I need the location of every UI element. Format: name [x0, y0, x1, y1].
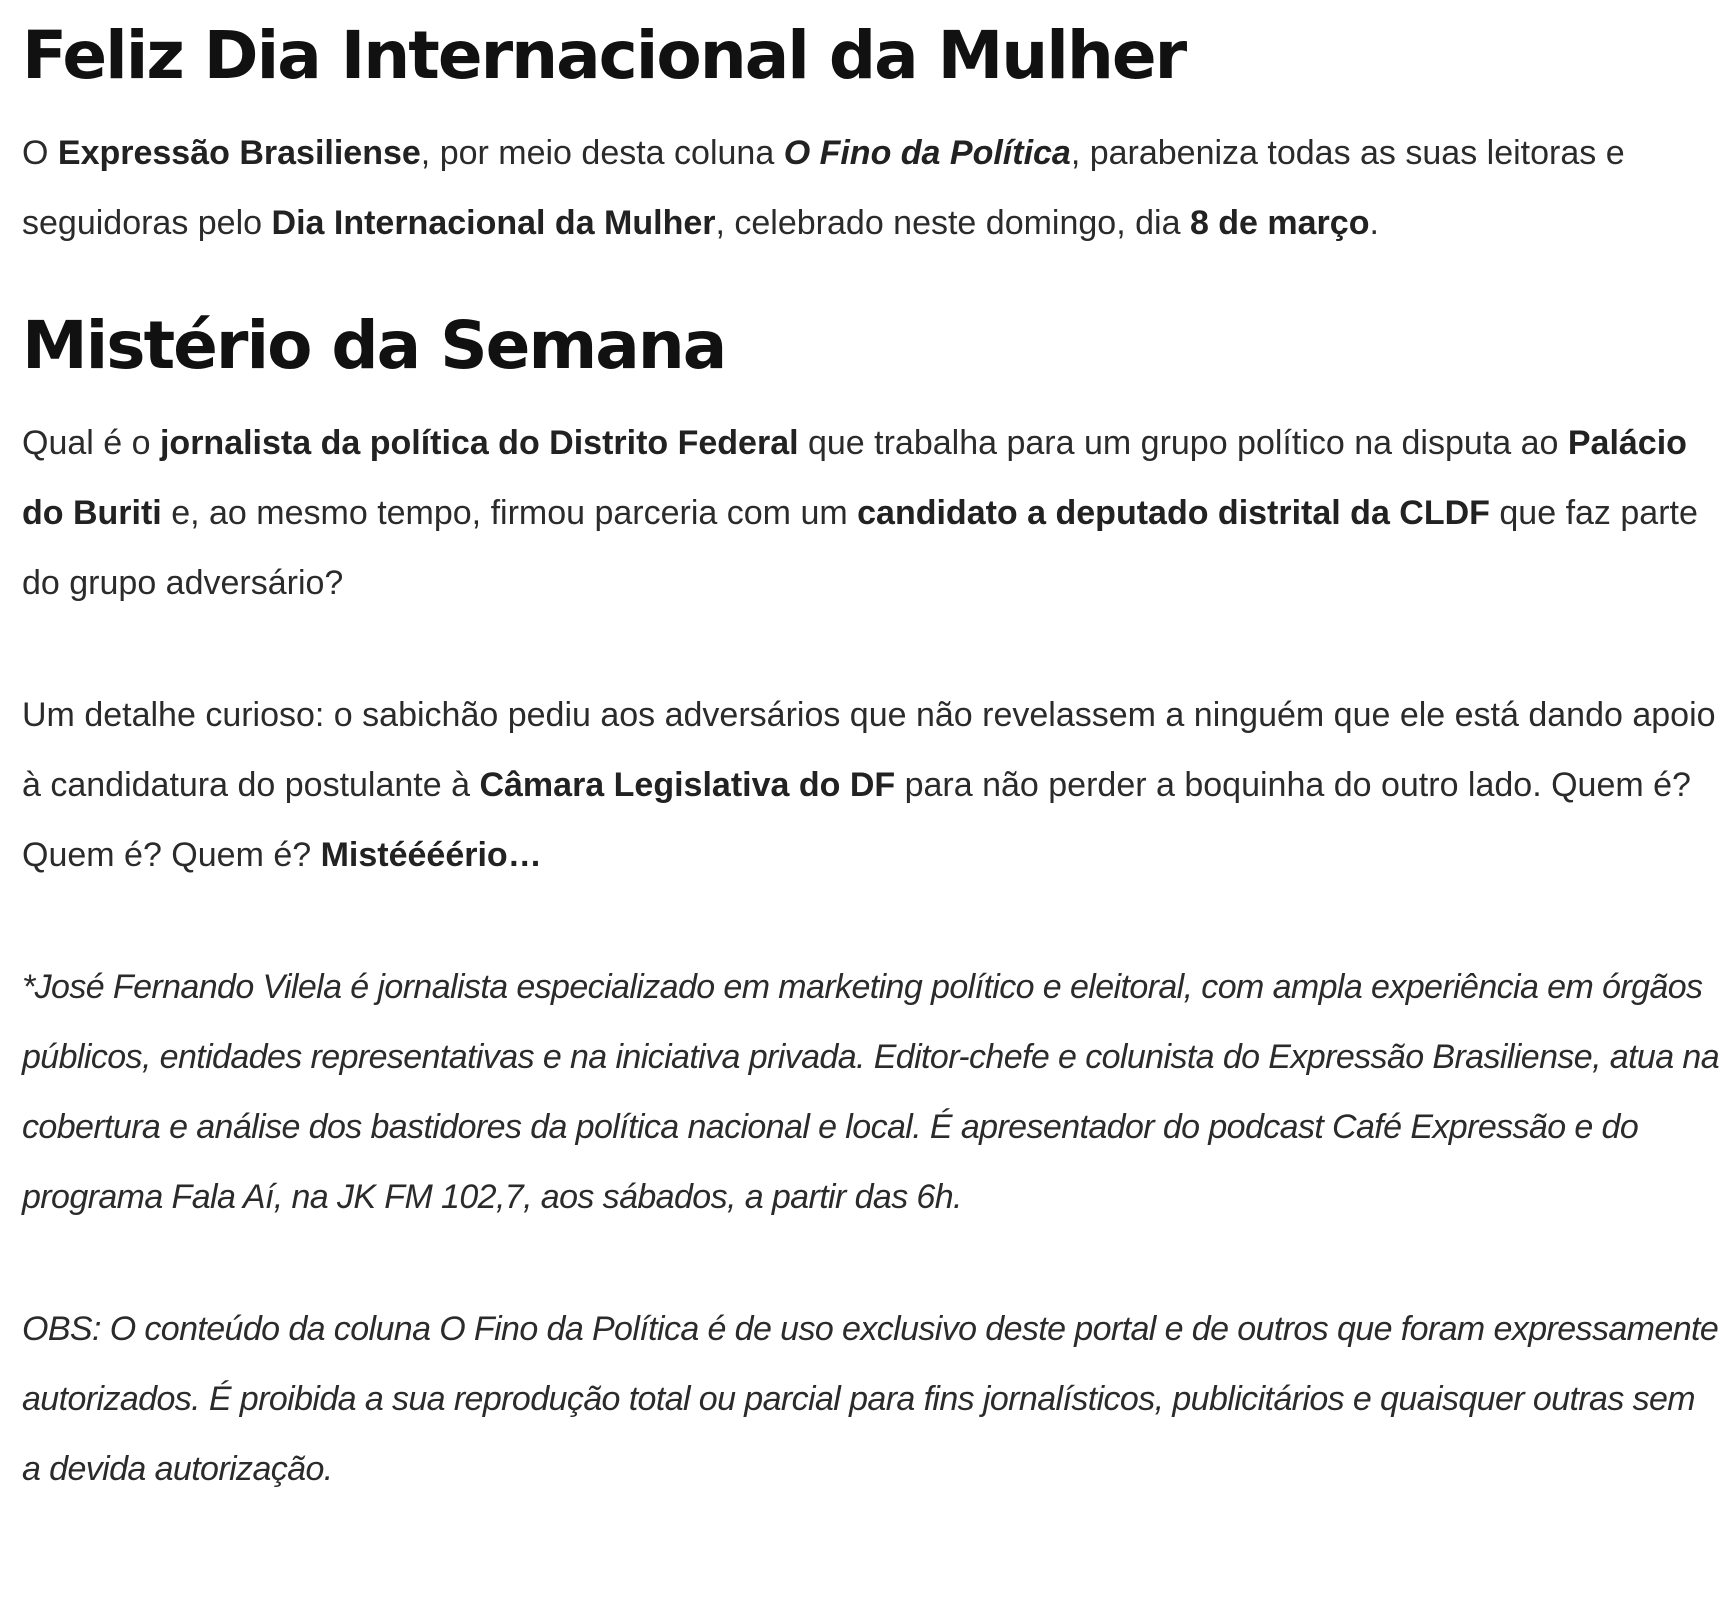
bold-segment: jornalista da política do Distrito Federal: [159, 424, 799, 462]
author-bio: *José Fernando Vilela é jornalista especializado em marketing político e eleitoral, com ampla experiência em órgãos públicos, entidades representativas e na iniciativa privada. Editor-chefe e colunista do Expressão Brasiliense, atua na cobertura e análise dos bastidores da política nacional e local. É apresentador do podcast Café Expressão e do programa Fala Aí, na JK FM 102,7, aos sábados, a partir das 6h.: [22, 968, 1720, 1216]
text-segment: Um detalhe curioso: o sabichão pediu aos adversários que não revelassem a ninguém que ele está dando apoio à candidatura do postulante à: [22, 696, 1716, 804]
text-segment: e, ao mesmo tempo, firmou parceria com um: [161, 494, 858, 532]
bold-segment: Expressão Brasiliense: [57, 134, 421, 172]
article-body: [22, 0, 1722, 1504]
text-segment: que trabalha para um grupo político na disputa ao: [798, 424, 1568, 462]
text-segment: O: [22, 134, 58, 172]
text-segment: .: [1369, 204, 1379, 242]
bold-segment: candidato a deputado distrital da CLDF: [857, 494, 1490, 532]
bold-segment: Dia Internacional da Mulher: [271, 204, 716, 242]
bold-segment: Câmara Legislativa do DF: [479, 766, 896, 804]
bold-segment: Mistéééério…: [320, 836, 542, 874]
heading-womens-day: Feliz Dia Internacional da Mulher: [22, 17, 1186, 94]
text-segment: que faz parte do grupo adversário?: [22, 494, 1698, 602]
paragraph-mystery-question: [22, 408, 1722, 618]
paragraph-mystery-detail: [22, 680, 1722, 890]
paragraph-womens-day: [22, 118, 1722, 258]
text-segment: , por meio desta coluna: [420, 134, 784, 172]
text-segment: para não perder a boquinha do outro lado. Quem é? Quem é? Quem é?: [22, 766, 1691, 874]
bold-segment: Palácio do Buriti: [22, 424, 1687, 532]
heading-mystery: Mistério da Semana: [22, 307, 726, 384]
text-segment: , parabeniza todas as suas leitoras e seguidoras pelo: [22, 134, 1625, 242]
text-segment: , celebrado neste domingo, dia: [715, 204, 1190, 242]
usage-notice: OBS: O conteúdo da coluna O Fino da Política é de uso exclusivo deste portal e de outros que foram expressamente autorizados. É proibida a sua reprodução total ou parcial para fins jornalísticos, publicitários e quaisquer outras sem a devida autorização.: [22, 1310, 1719, 1488]
bold-segment: 8 de março: [1189, 204, 1370, 242]
bold-italic-segment: [784, 134, 1071, 172]
text-segment: Qual é o: [22, 424, 160, 462]
column-name: O Fino da Política: [783, 134, 1071, 172]
